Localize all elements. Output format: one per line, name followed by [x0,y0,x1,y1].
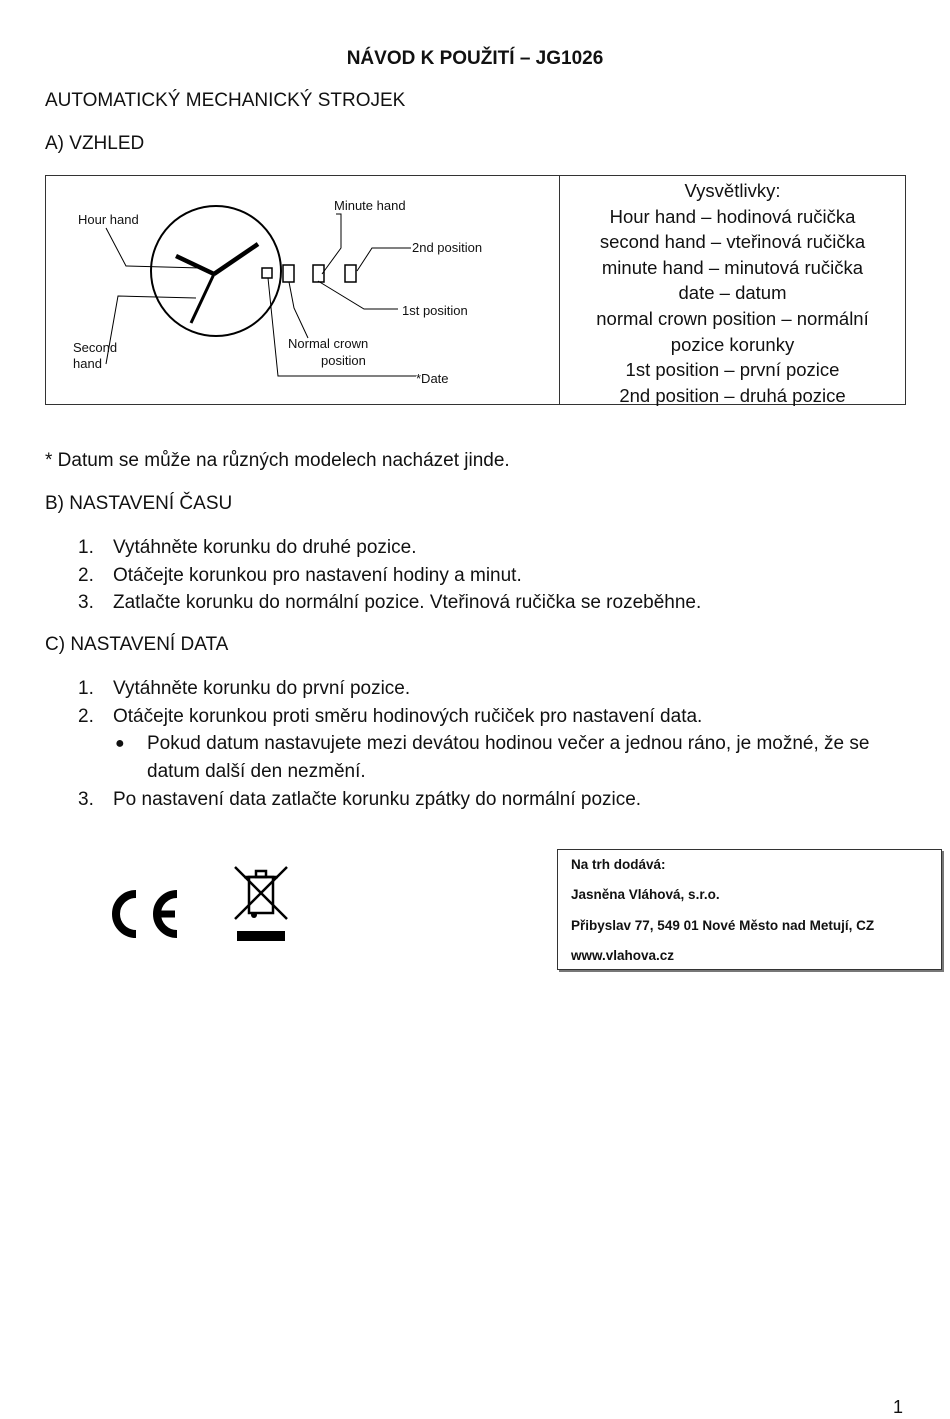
list-item: ● Pokud datum nastavujete mezi devátou hodinou večer a jednou ráno, je možné, že se datum další den nezmění. [45,730,925,785]
ce-mark-icon [103,885,185,943]
legend [560,176,905,404]
second-hand-line [191,274,214,323]
movement-type: AUTOMATICKÝ MECHANICKÝ STROJEK [45,90,406,111]
legend-line: pozice korunky [670,333,795,355]
date-setting-steps [45,675,702,730]
section-c-heading: C) NASTAVENÍ DATA [45,634,229,655]
section-b-heading: B) NASTAVENÍ ČASU [45,493,233,514]
legend-line: 1st position – první pozice [625,359,840,381]
distributor-heading: Na trh dodává: [571,857,666,872]
legend-line: normal crown position – normální [596,307,869,329]
legend-line: second hand – vteřinová ručička [599,231,866,253]
label-2nd-position: 2nd position [412,240,483,255]
distributor-box [557,849,942,970]
label-hour-hand: Hour hand [78,212,139,227]
weee-bin-icon [232,865,290,943]
watch-diagram [46,176,559,404]
appearance-figure [45,175,906,405]
legend-line: Vysvětlivky: [684,180,781,201]
list-item: 2. Otáčejte korunkou pro nastavení hodiny a minut. [78,564,522,586]
distributor-address: Přibyslav 77, 549 01 Nové Město nad Metují, CZ [571,918,875,933]
legend-line: minute hand – minutová ručička [601,256,864,278]
date-window [262,268,272,278]
date-note-bullets [45,730,925,785]
document-title: NÁVOD K POUŽITÍ – JG1026 [346,48,604,69]
legend-line: date – datum [678,282,787,304]
list-item: 2. Otáčejte korunkou proti směru hodinových ručiček pro nastavení data. [78,705,703,727]
page-number: 1 [893,1397,904,1417]
date-setting-final-step [45,786,641,814]
legend-line: 2nd position – druhá pozice [619,384,846,406]
list-item: 3. Zatlačte korunku do normální pozice. Vteřinová ručička se rozeběhne. [78,592,702,613]
label-normal-crown-2: position [321,353,366,368]
section-a-heading: A) VZHLED [45,133,145,154]
minute-hand-line [214,244,258,274]
date-note: * Datum se může na různých modelech nacházet jinde. [45,450,510,471]
list-item: 1. Vytáhněte korunku do první pozice. [78,678,411,699]
legend-line: Hour hand – hodinová ručička [609,205,856,227]
label-1st-position: 1st position [402,303,468,318]
distributor-name: Jasněna Vláhová, s.r.o. [571,887,720,902]
label-normal-crown-1: Normal crown [288,336,369,351]
crown-normal [283,265,294,282]
crown-second [345,265,356,282]
label-second-hand-2: hand [73,356,102,371]
hour-hand-line [176,256,214,274]
list-item: 3. Po nastavení data zatlačte korunku zpátky do normální pozice. [78,789,642,810]
time-setting-steps [45,534,701,617]
label-date: *Date [416,371,449,386]
distributor-website[interactable]: www.vlahova.cz [571,948,675,963]
list-item: 1. Vytáhněte korunku do druhé pozice. [78,537,417,558]
bullet-icon: ● [115,735,125,752]
label-second-hand-1: Second [73,340,118,355]
label-minute-hand: Minute hand [334,198,406,213]
